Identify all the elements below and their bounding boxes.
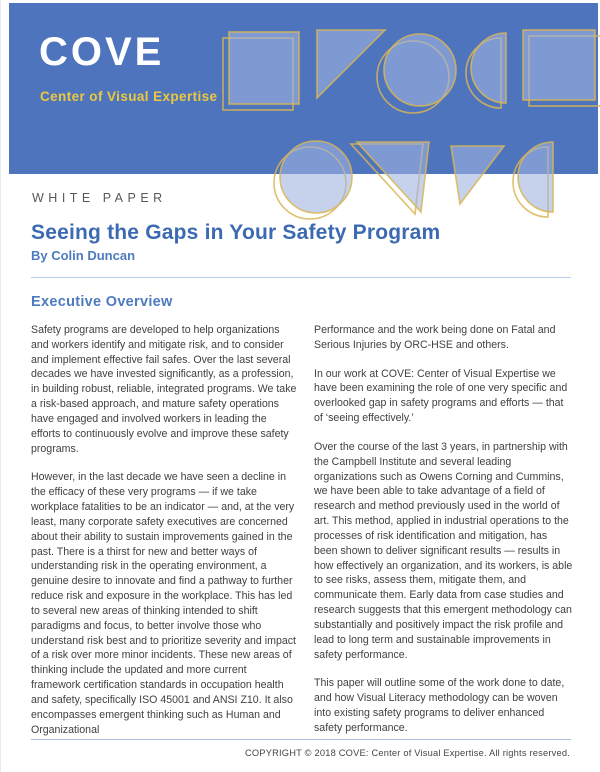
paragraph: Safety programs are developed to help organizations and workers identify and mitigate risk, and to consider and implement effective fail safes. Over the last several decades we have invested significantly, as a profession, in building robust, reliable, integrated programs. We take a risk-based approach, and mature safety operations have engaged and involved workers in leading the efforts to continuously evolve and improve these safety programs. bbox=[31, 324, 297, 455]
white-paper-label: WHITE PAPER bbox=[32, 191, 167, 205]
page-title: Seeing the Gaps in Your Safety Program bbox=[31, 221, 441, 244]
paragraph: In our work at COVE: Center of Visual Expertise we have been examining the role of one very specific and overlooked gap in safety programs and efforts — that of ‘seeing effectively.’ bbox=[314, 367, 568, 425]
paragraph: Over the course of the last 3 years, in partnership with the Campbell Institute and several leading organizations such as Owens Corning and Cummins, we have been able to take advantage of a field of research and method previously used in the world of art. This method, applied in industrial operations to the processes of risk identification and mitigation, has been shown to deliver significant results — results in how effectively an organization, and its workers, is able to see risks, assess them, mitigate them, and communicate them. Early data from case studies and research suggests that this emergent methodology can substantially and positively impact the risk profile and lead to long term and sustainable improvements in safety performance. bbox=[314, 440, 573, 661]
paragraph: Performance and the work being done on Fatal and Serious Injuries by ORC-HSE and others. bbox=[314, 324, 556, 351]
body-columns bbox=[31, 323, 573, 751]
left-column bbox=[31, 323, 297, 751]
copyright-notice: COPYRIGHT © 2018 COVE: Center of Visual Expertise. All rights reserved. bbox=[244, 748, 570, 758]
paragraph: However, in the last decade we have seen a decline in the efficacy of these very programs — if we take workplace fatalities to be an indicator — and, at the very least, many corporate safety executives are concerned about their ability to sustain improvements gained in the past. There is a thirst for new and better ways of understanding risk in the operating environment, a genuine desire to innovate and find a pathway to further reduce risk and exposure in the workplace. This has led to several new areas of thinking intended to shift paradigms and focus, to better involve those who understand risk best and to prioritize severity and impact of a risk over more minor incidents. These new areas of thinking include the updated and more current framework certification standards in occupation health and safety, specifically ISO 45001 and ANSI Z10. It also encompasses emergent thinking such as Human and Organizational bbox=[31, 471, 296, 736]
divider-top bbox=[31, 277, 571, 278]
logo-tagline: Center of Visual Expertise bbox=[40, 89, 218, 104]
header-banner bbox=[9, 3, 598, 174]
divider-bottom bbox=[31, 739, 571, 740]
section-heading: Executive Overview bbox=[31, 294, 173, 310]
paragraph: This paper will outline some of the work done to date, and how Visual Literacy methodology can be woven into existing safety programs to deliver enhanced safety performance. bbox=[314, 677, 565, 734]
cove-logo: COVE bbox=[39, 30, 165, 74]
right-column bbox=[314, 323, 573, 751]
byline: By Colin Duncan bbox=[31, 248, 136, 263]
